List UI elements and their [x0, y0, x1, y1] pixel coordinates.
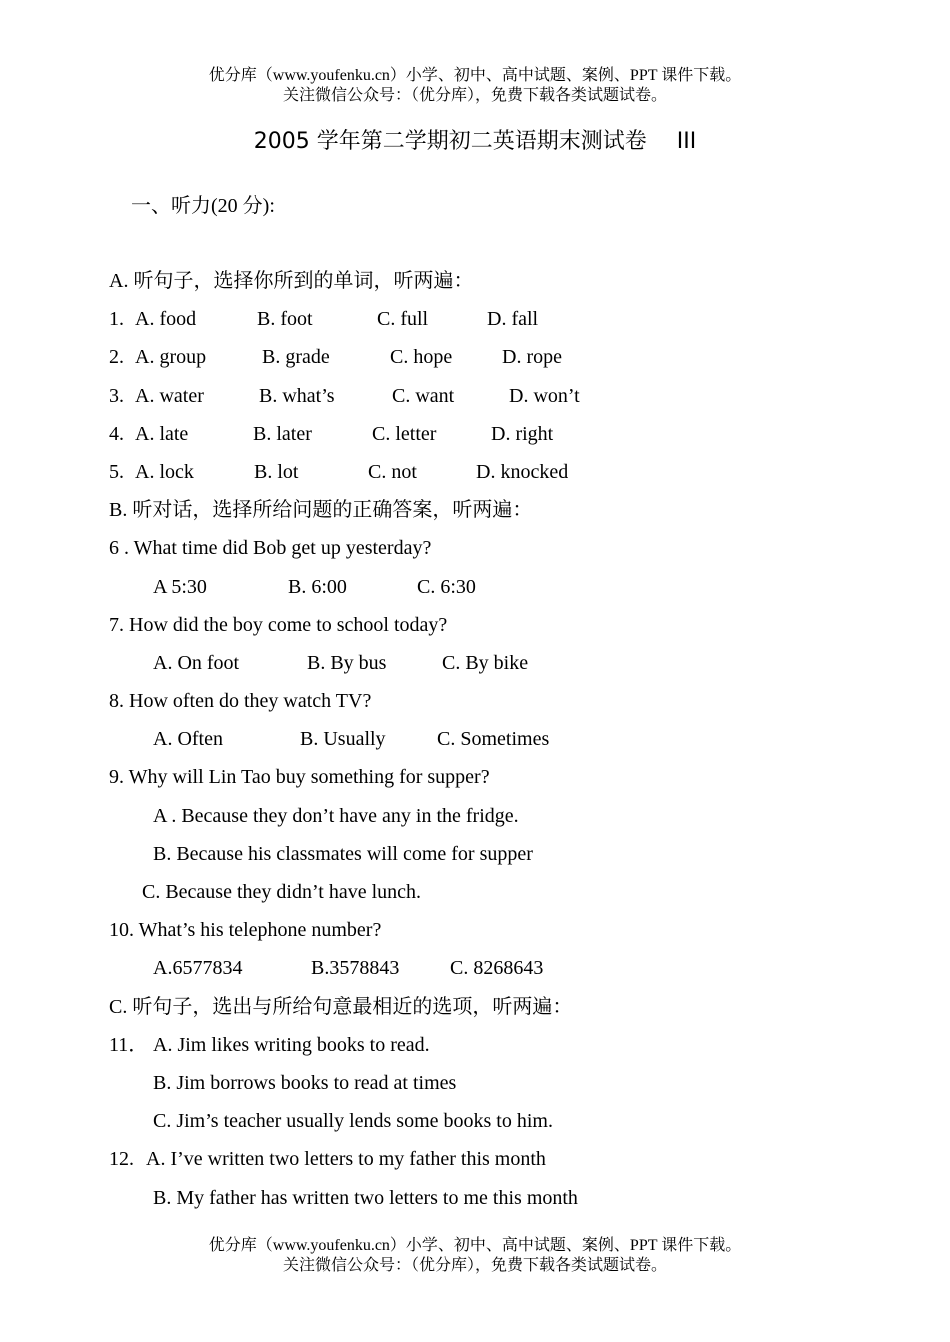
option-a: A. I’ve written two letters to my father this month	[146, 1148, 546, 1171]
question-number: 3.	[109, 384, 124, 407]
question-8: 8. How often do they watch TV?	[109, 690, 372, 713]
option-a: A. Jim likes writing books to read.	[153, 1033, 430, 1056]
question-12	[109, 1144, 889, 1182]
question-12-option-b: B. My father has written two letters to me this month	[153, 1186, 578, 1209]
option-d: D. won’t	[509, 384, 580, 407]
footer-line-1: 优分库（www.youfenku.cn）小学、初中、高中试题、案例、PPT 课件下载。	[208, 1237, 742, 1254]
question-number: 12.	[109, 1148, 134, 1171]
option-c: C. 6:30	[417, 575, 476, 598]
question-list	[109, 266, 889, 1221]
page-title	[0, 124, 950, 160]
question-4	[109, 419, 889, 457]
question-11	[109, 1030, 889, 1068]
question-number: 5.	[109, 460, 124, 483]
question-11-option-b: B. Jim borrows books to read at times	[153, 1071, 457, 1094]
option-c: C. not	[368, 460, 417, 483]
option-b: B.3578843	[311, 957, 400, 980]
option-a: A. group	[135, 346, 207, 369]
section-heading: 一、听力(20 分):	[131, 195, 275, 217]
question-11-option-c: C. Jim’s teacher usually lends some books to him.	[153, 1110, 553, 1133]
question-number: 11．	[109, 1033, 149, 1056]
option-d: D. rope	[502, 346, 562, 369]
option-d: D. knocked	[476, 460, 569, 483]
header-line-1: 优分库（www.youfenku.cn）小学、初中、高中试题、案例、PPT 课件下载。	[208, 67, 742, 84]
question-number: 2.	[109, 346, 124, 369]
option-a: A. lock	[135, 460, 194, 483]
option-c: C. 8268643	[450, 957, 544, 980]
option-b: B. what’s	[259, 384, 335, 407]
title-tag: III	[676, 129, 697, 154]
option-a: A. food	[135, 308, 197, 331]
title-text: 2005 学年第二学期初二英语期末测试卷	[253, 129, 647, 154]
question-10-options	[109, 953, 889, 991]
option-a: A 5:30	[153, 575, 207, 598]
option-b: B. 6:00	[288, 575, 347, 598]
question-1	[109, 304, 889, 342]
question-7: 7. How did the boy come to school today?	[109, 613, 448, 636]
question-6-options	[109, 572, 889, 610]
part-b-instruction: B. 听对话，选择所给问题的正确答案，听两遍：	[109, 499, 533, 522]
option-a: A. Often	[153, 728, 223, 751]
header-line-2: 关注微信公众号：（优分库），免费下载各类试题试卷。	[282, 87, 667, 104]
question-6: 6 . What time did Bob get up yesterday?	[109, 537, 432, 560]
option-c: C. By bike	[442, 651, 529, 674]
option-c: C. letter	[372, 422, 437, 445]
question-3	[109, 381, 889, 419]
question-9: 9. Why will Lin Tao buy something for supper?	[109, 766, 490, 789]
option-c: C. hope	[390, 346, 453, 369]
option-b: B. foot	[257, 308, 313, 331]
question-5	[109, 457, 889, 495]
question-7-options	[109, 648, 889, 686]
option-c: C. want	[392, 384, 455, 407]
question-number: 1.	[109, 308, 124, 331]
question-9-option-b: B. Because his classmates will come for supper	[153, 842, 533, 865]
option-a: A. On foot	[153, 651, 240, 674]
option-a: A. late	[135, 422, 189, 445]
option-c: C. Sometimes	[437, 728, 550, 751]
option-b: B. later	[253, 422, 312, 445]
question-number: 4.	[109, 422, 124, 445]
option-c: C. full	[377, 308, 429, 331]
question-8-options	[109, 724, 889, 762]
part-a-instruction: A. 听句子，选择你所到的单词，听两遍：	[109, 270, 474, 292]
option-b: B. Usually	[300, 728, 386, 751]
question-9-option-c: C. Because they didn’t have lunch.	[142, 881, 422, 903]
question-10: 10. What’s his telephone number?	[109, 919, 382, 942]
option-a: A.6577834	[153, 957, 243, 980]
option-b: B. grade	[262, 346, 330, 369]
question-2	[109, 342, 889, 380]
option-d: D. fall	[487, 308, 539, 331]
option-d: D. right	[491, 422, 554, 445]
part-c-instruction: C. 听句子，选出与所给句意最相近的选项，听两遍：	[109, 995, 573, 1018]
option-b: B. By bus	[307, 651, 387, 674]
option-b: B. lot	[254, 460, 299, 483]
footer-line-2: 关注微信公众号：（优分库），免费下载各类试题试卷。	[282, 1257, 667, 1274]
option-a: A. water	[135, 384, 204, 407]
question-9-option-a: A . Because they don’t have any in the fridge.	[153, 804, 519, 827]
